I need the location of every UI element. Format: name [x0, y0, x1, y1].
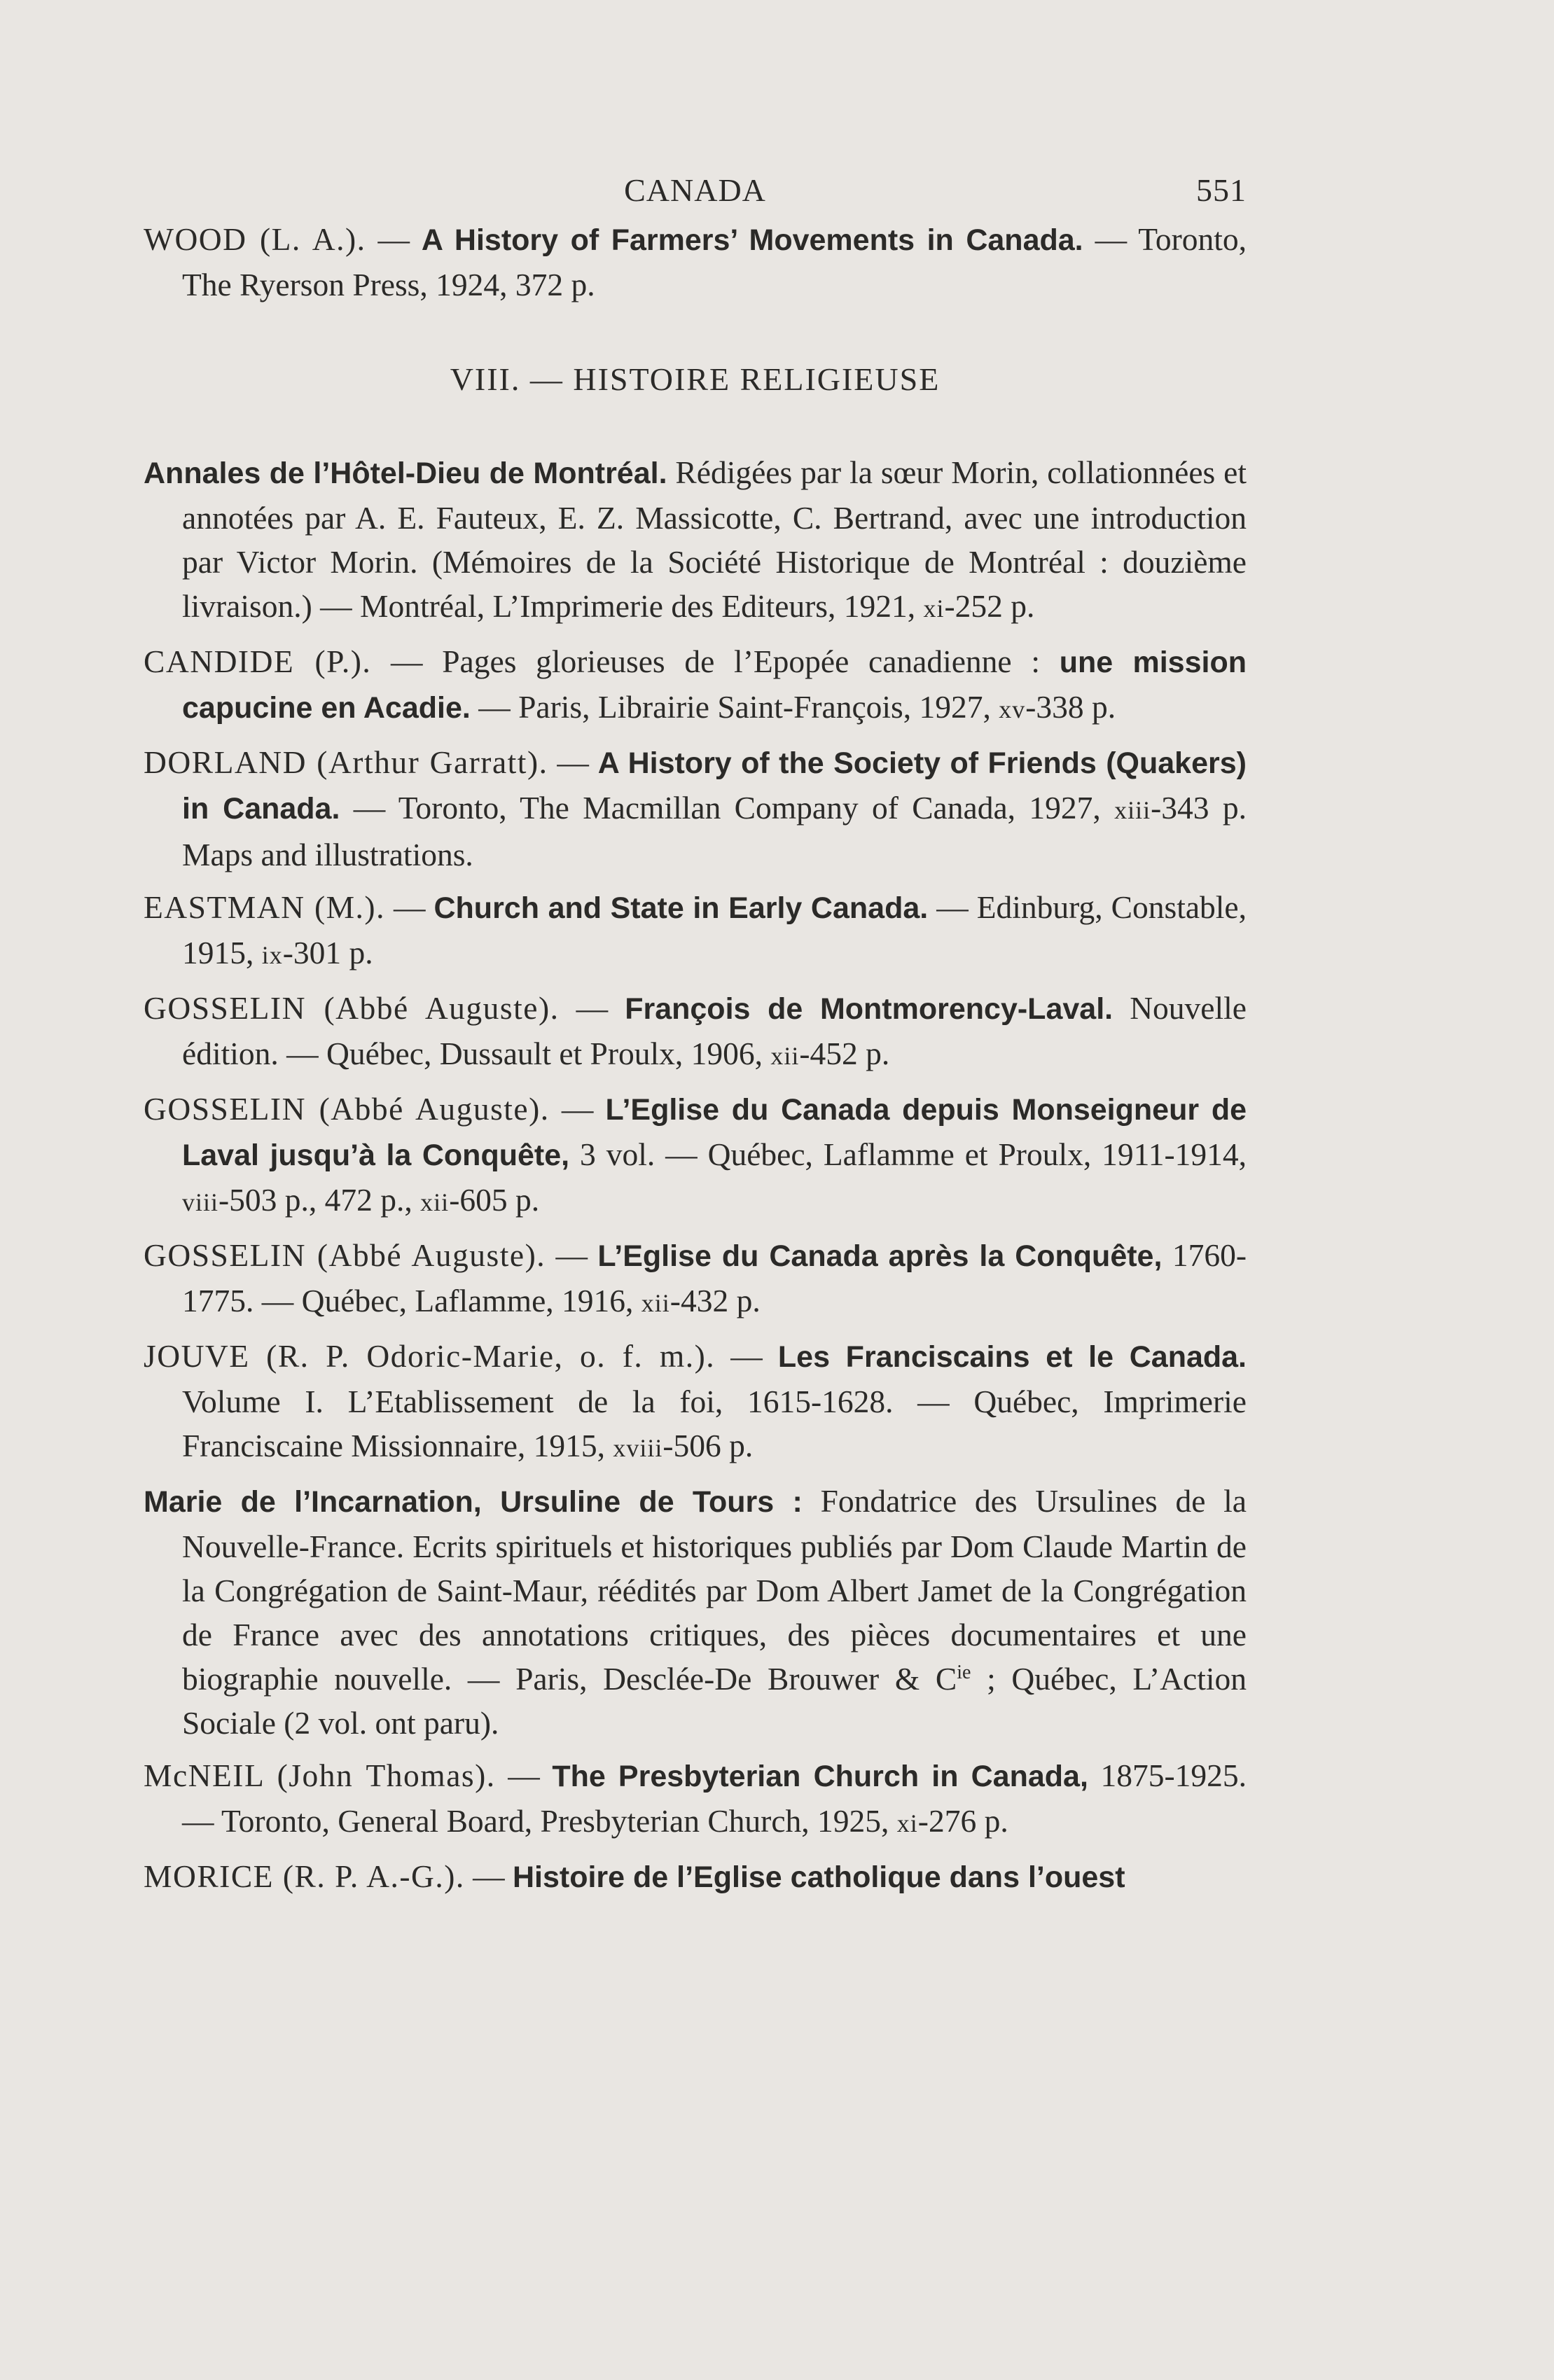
entry-title: The Presbyterian Church in Canada,	[552, 1760, 1088, 1793]
entry-wood: WOOD (L. A.). — A History of Farmers’ Movements in Canada. — Toronto, The Ryerson Press, 1924, 372 p.	[144, 221, 1247, 302]
entry-author: EASTMAN (M.).	[144, 889, 385, 925]
entry-gosselin-eglise-depuis: GOSSELIN (Abbé Auguste). — L’Eglise du Canada depuis Monseigneur de Laval jusqu’à la Conquête, 3 vol. — Québec, Laflamme et Proulx, 1911-1914, viii-503 p., 472 p., xii-605 p.	[144, 1091, 1247, 1218]
entry-title: Marie de l’Incarnation, Ursuline de Tours :	[144, 1485, 803, 1519]
entry-author: MORICE (R. P. A.-G.).	[144, 1858, 465, 1894]
entry-author: CANDIDE (P.).	[144, 643, 372, 679]
entry-title: Les Franciscains et le Canada.	[777, 1340, 1247, 1374]
entry-publication: Nouvelle édition. — Québec, Dussault et Proulx, 1906,	[182, 990, 1247, 1071]
entry-publication: — Paris, Librairie Saint-François, 1927,	[470, 689, 999, 725]
entry-annales: Annales de l’Hôtel-Dieu de Montréal. Rédigées par la sœur Morin, collationnées et annotées par A. E. Fauteux, E. Z. Massicotte, C. Bertrand, avec une introduction par Victor Morin. (Mémoires de la Société Historique de Montréal : douzième livraison.) — Montréal, L’Imprimerie des Editeurs, 1921, xi-252 p.	[144, 454, 1247, 624]
entry-candide: CANDIDE (P.). — Pages glorieuses de l’Epopée canadienne : une mission capucine en Acadie. — Paris, Librairie Saint-François, 1927, xv-338 p.	[144, 643, 1247, 725]
running-header	[144, 172, 1247, 221]
page-number: 551	[1196, 172, 1247, 208]
entry-title: une mission capucine en Acadie.	[182, 646, 1247, 725]
entry-publication: Rédigées par la sœur Morin, collationnées et annotées par A. E. Fauteux, E. Z. Massicotte, C. Bertrand, avec une introduction par Victor Morin. (Mémoires de la Société Historique de Montréal : douzième livraison.) — Montréal, L’Imprimerie des Editeurs, 1921,	[182, 454, 1247, 624]
entry-author: GOSSELIN (Abbé Auguste).	[144, 1237, 546, 1273]
entry-publication: Fondatrice des Ursulines de la Nouvelle-France. Ecrits spirituels et historiques publiés par Dom Claude Martin de la Congrégation de Saint-Maur, réédités par Dom Albert Jamet de la Congrégation de France avec des annotations critiques, des pièces documentaires et une biographie nouvelle. — Paris, Desclée-De Brouwer & C	[182, 1483, 1247, 1697]
entry-title: François de Montmorency-Laval.	[625, 992, 1114, 1026]
entry-eastman: EASTMAN (M.). — Church and State in Early Canada. — Edinburg, Constable, 1915, ix-301 p.	[144, 889, 1247, 970]
entry-title: A History of the Society of Friends (Quakers) in Canada.	[182, 746, 1247, 826]
entry-gosselin-eglise-apres: GOSSELIN (Abbé Auguste). — L’Eglise du Canada après la Conquête, 1760-1775. — Québec, Laflamme, 1916, xii-432 p.	[144, 1237, 1247, 1318]
entry-author: GOSSELIN (Abbé Auguste).	[144, 990, 560, 1026]
entry-jouve: JOUVE (R. P. Odoric-Marie, o. f. m.). — Les Franciscains et le Canada. Volume I. L’Etablissement de la foi, 1615-1628. — Québec, Imprimerie Franciscaine Missionnaire, 1915, xviii-506 p.	[144, 1338, 1247, 1463]
entry-title: Histoire de l’Eglise catholique dans l’ouest	[512, 1860, 1125, 1894]
entry-author: GOSSELIN (Abbé Auguste).	[144, 1091, 550, 1127]
entry-author: McNEIL (John Thomas).	[144, 1758, 496, 1793]
entry-title: L’Eglise du Canada après la Conquête,	[597, 1239, 1163, 1273]
entry-author: DORLAND (Arthur Garratt).	[144, 744, 548, 780]
entry-publication: 1875-1925. — Toronto, General Board, Presbyterian Church, 1925,	[182, 1758, 1247, 1839]
entry-publication: — Edinburg, Constable, 1915,	[182, 889, 1247, 970]
entry-publication: Toronto, The Ryerson Press, 1924, 372 p.	[182, 221, 1247, 302]
entry-dorland: DORLAND (Arthur Garratt). — A History of the Society of Friends (Quakers) in Canada. — Toronto, The Macmillan Company of Canada, 1927, xiii-343 p. Maps and illustrations.	[144, 744, 1247, 872]
entry-title: A History of Farmers’ Movements in Canada.	[421, 223, 1083, 257]
entry-title: Annales de l’Hôtel-Dieu de Montréal.	[144, 457, 667, 490]
header-title: CANADA	[624, 172, 766, 208]
entry-author: WOOD (L. A.).	[144, 221, 366, 257]
entry-publication: 1760-1775. — Québec, Laflamme, 1916,	[182, 1237, 1247, 1318]
entry-title: Church and State in Early Canada.	[433, 891, 929, 925]
entry-publication: — Toronto, The Macmillan Company of Canada, 1927,	[340, 790, 1115, 826]
entry-author: JOUVE (R. P. Odoric-Marie, o. f. m.).	[144, 1338, 716, 1374]
entry-morice: MORICE (R. P. A.-G.). — Histoire de l’Eglise catholique dans l’ouest	[144, 1858, 1125, 1894]
bibliography	[144, 217, 1247, 1908]
entry-gosselin-laval: GOSSELIN (Abbé Auguste). — François de Montmorency-Laval. Nouvelle édition. — Québec, Dussault et Proulx, 1906, xii-452 p.	[144, 990, 1247, 1071]
entry-publication: Volume I. L’Etablissement de la foi, 1615-1628. — Québec, Imprimerie Franciscaine Missionnaire, 1915,	[182, 1384, 1247, 1463]
entry-title: L’Eglise du Canada depuis Monseigneur de Laval jusqu’à la Conquête,	[182, 1093, 1247, 1172]
section-heading: VIII. — HISTOIRE RELIGIEUSE	[450, 361, 941, 397]
entry-mcneil: McNEIL (John Thomas). — The Presbyterian Church in Canada, 1875-1925. — Toronto, General Board, Presbyterian Church, 1925, xi-276 p.	[144, 1758, 1247, 1839]
entry-marie-incarnation: Marie de l’Incarnation, Ursuline de Tours : Fondatrice des Ursulines de la Nouvelle-France. Ecrits spirituels et historiques publiés par Dom Claude Martin de la Congrégation de Saint-Maur, réédités par Dom Albert Jamet de la Congrégation de France avec des annotations critiques, des pièces documentaires et une biographie nouvelle. — Paris, Desclée-De Brouwer & $C^{ie}$ ; Québec, L’Action Sociale (2 vol. ont paru).	[144, 1483, 1247, 1741]
entry-publication: 3 vol. — Québec, Laflamme et Proulx, 1911-1914,	[569, 1136, 1247, 1172]
